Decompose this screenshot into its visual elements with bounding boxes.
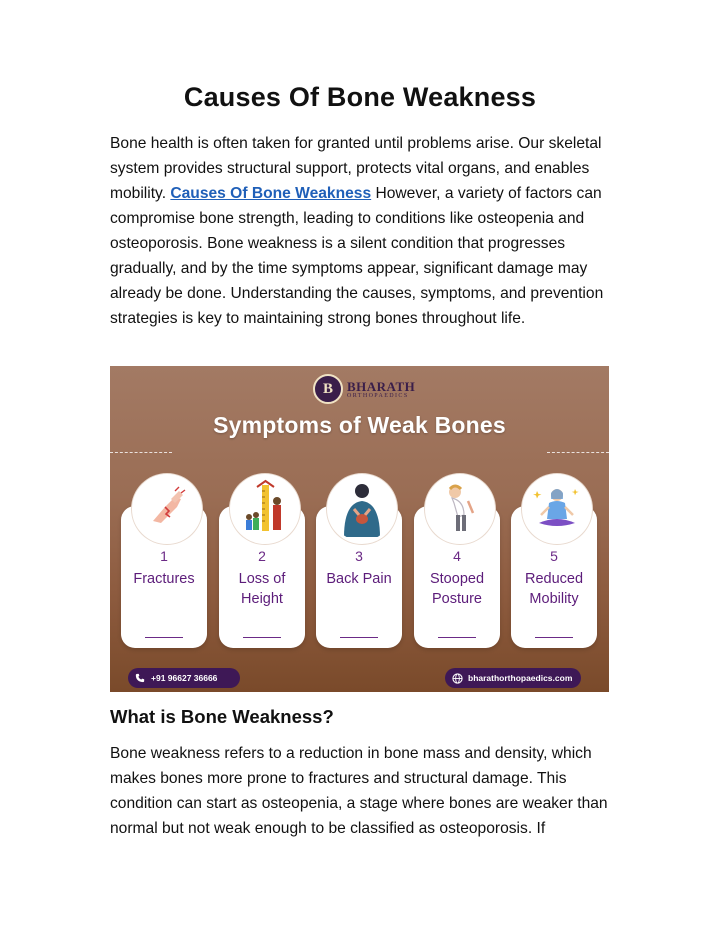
intro-text-start: Bone health is often taken for granted until problems arise. Our skeletal system provides structural support, protects vital organs, and enables mobility. [110, 135, 602, 202]
banner-title: Symptoms of Weak Bones [213, 412, 506, 438]
symptom-label: Fractures [133, 571, 195, 587]
globe-icon [450, 671, 464, 685]
section-heading: What is Bone Weakness? [110, 706, 334, 727]
website-contact[interactable] [445, 668, 581, 688]
logo-subtitle: ORTHOPAEDICS [347, 392, 409, 399]
logo-mark: B [313, 374, 343, 404]
intro-text-end: However, a variety of factors can compromise bone strength, leading to conditions like osteopenia and osteoporosis. Bone weakness is a silent condition that progresses gradually, and by the time symptoms appear, significant damage may already be done. Understanding the causes, symptoms, and prevention strategies is key to maintaining strong bones throughout life. [110, 185, 604, 327]
card-underline [438, 637, 476, 638]
divider-left [110, 452, 172, 453]
section-paragraph: Bone weakness refers to a reduction in bone mass and density, which makes bones more prone to fractures and structural damage. This condition can start as osteopenia, a stage where bones are weaker than normal but not weak enough to be classified as osteoporosis. If [110, 745, 608, 837]
phone-contact[interactable] [128, 668, 240, 688]
stooped-posture-icon [425, 474, 495, 544]
symptom-number: 4 [453, 548, 461, 564]
height-measure-icon [230, 474, 300, 544]
causes-link[interactable]: Causes Of Bone Weakness [170, 185, 372, 202]
brand-logo [313, 374, 415, 404]
symptom-label: Loss of Height [238, 571, 286, 607]
symptom-number: 3 [355, 548, 363, 564]
symptom-number: 2 [258, 548, 266, 564]
intro-paragraph [110, 131, 615, 331]
card-underline [145, 637, 183, 638]
symptom-label: Reduced Mobility [524, 571, 584, 607]
website-url: bharathorthopaedics.com [468, 673, 573, 683]
divider-right [547, 452, 609, 453]
logo-name: BHARATH [347, 378, 416, 394]
back-pain-icon [327, 474, 397, 544]
phone-number: +91 96627 36666 [151, 673, 218, 683]
symptom-number: 1 [160, 548, 168, 564]
symptoms-banner [110, 366, 609, 692]
symptom-number: 5 [550, 548, 558, 564]
fracture-hand-icon [132, 474, 202, 544]
card-underline [243, 637, 281, 638]
symptom-label: Stooped Posture [429, 571, 485, 607]
card-underline [535, 637, 573, 638]
page-title: Causes Of Bone Weakness [183, 82, 537, 112]
card-underline [340, 637, 378, 638]
symptom-label: Back Pain [326, 571, 392, 587]
phone-icon [133, 671, 147, 685]
meditation-person-icon [522, 474, 592, 544]
